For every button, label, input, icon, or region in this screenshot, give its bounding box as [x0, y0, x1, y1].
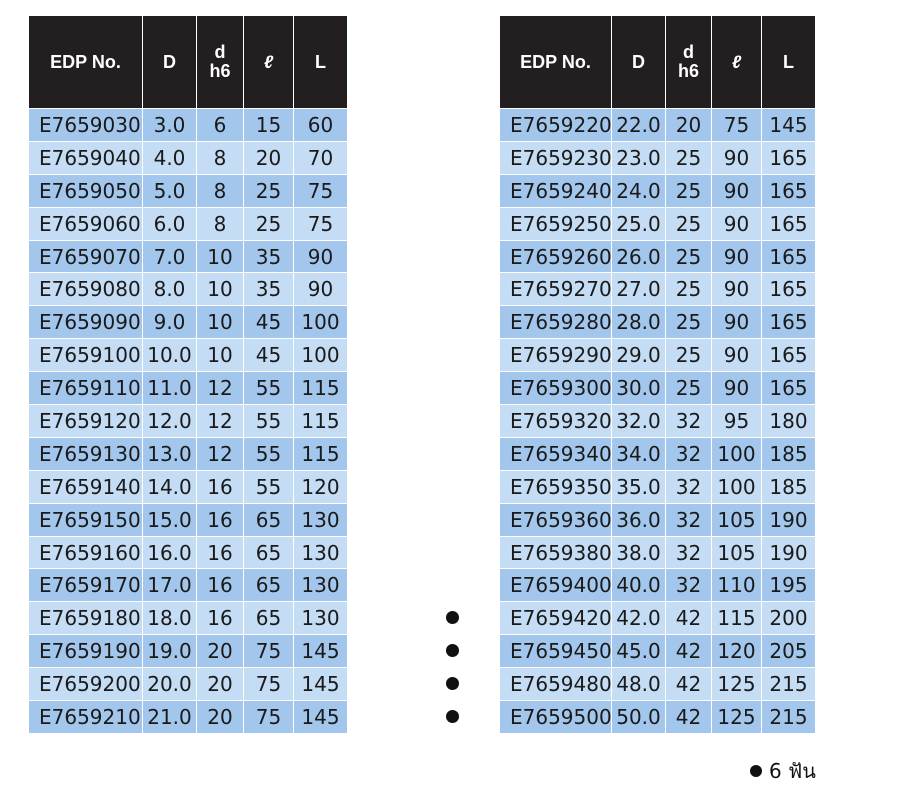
table-row [29, 536, 348, 569]
row-marker-dot-icon [446, 677, 459, 690]
flute-length-cell: 55 [244, 470, 294, 503]
overall-length-cell: 190 [762, 536, 816, 569]
diameter-cell: 11.0 [143, 372, 197, 405]
shank-cell: 42 [666, 668, 712, 701]
edp-cell: E7659230 [500, 141, 612, 174]
overall-length-cell: 130 [294, 602, 348, 635]
shank-cell: 32 [666, 536, 712, 569]
diameter-cell: 32.0 [612, 405, 666, 438]
overall-length-cell: 145 [762, 109, 816, 142]
shank-header-top: d [214, 42, 226, 63]
shank-cell: 12 [197, 437, 244, 470]
diameter-cell: 24.0 [612, 174, 666, 207]
edp-cell: E7659400 [500, 569, 612, 602]
overall-length-cell: 165 [762, 174, 816, 207]
diameter-cell: 50.0 [612, 701, 666, 734]
flute-length-cell: 55 [244, 405, 294, 438]
flute-length-cell: 90 [712, 306, 762, 339]
diameter-cell: 4.0 [143, 141, 197, 174]
flute-length-cell: 90 [712, 141, 762, 174]
table-row [500, 306, 816, 339]
table-row [500, 273, 816, 306]
table-row [29, 306, 348, 339]
edp-cell: E7659290 [500, 339, 612, 372]
flute-length-cell: 125 [712, 701, 762, 734]
overall-length-cell: 70 [294, 141, 348, 174]
diameter-cell: 10.0 [143, 339, 197, 372]
overall-length-cell: 215 [762, 668, 816, 701]
diameter-cell: 35.0 [612, 470, 666, 503]
overall-length-cell: 115 [294, 372, 348, 405]
shank-cell: 16 [197, 503, 244, 536]
edp-cell: E7659240 [500, 174, 612, 207]
overall-length-cell: 100 [294, 306, 348, 339]
overall-length-cell: 165 [762, 372, 816, 405]
edp-cell: E7659270 [500, 273, 612, 306]
flute-length-cell: 110 [712, 569, 762, 602]
flute-length-cell: 105 [712, 536, 762, 569]
edp-cell: E7659030 [29, 109, 143, 142]
overall-length-cell: 100 [294, 339, 348, 372]
header-row [29, 16, 348, 109]
table-row [500, 339, 816, 372]
flute-length-cell: 45 [244, 306, 294, 339]
flute-length-header: ℓ [712, 16, 762, 109]
overall-length-header: L [762, 16, 816, 109]
overall-length-cell: 165 [762, 306, 816, 339]
diameter-cell: 17.0 [143, 569, 197, 602]
row-marker-dot-icon [446, 644, 459, 657]
flute-length-cell: 105 [712, 503, 762, 536]
edp-cell: E7659170 [29, 569, 143, 602]
overall-length-cell: 185 [762, 437, 816, 470]
edp-cell: E7659300 [500, 372, 612, 405]
footnote-text: 6 ฟัน [769, 759, 816, 783]
flute-length-cell: 120 [712, 635, 762, 668]
overall-length-cell: 115 [294, 437, 348, 470]
table-row [500, 569, 816, 602]
overall-length-cell: 165 [762, 273, 816, 306]
shank-cell: 10 [197, 306, 244, 339]
overall-length-cell: 90 [294, 273, 348, 306]
flute-length-cell: 90 [712, 339, 762, 372]
diameter-header: D [612, 16, 666, 109]
diameter-cell: 13.0 [143, 437, 197, 470]
shank-header-bottom: h6 [209, 61, 231, 81]
shank-cell: 8 [197, 174, 244, 207]
edp-header: EDP No. [500, 16, 612, 109]
table-row [500, 701, 816, 734]
shank-cell: 20 [197, 635, 244, 668]
shank-cell: 25 [666, 273, 712, 306]
overall-length-cell: 205 [762, 635, 816, 668]
shank-cell: 10 [197, 339, 244, 372]
diameter-header: D [143, 16, 197, 109]
table-row [500, 503, 816, 536]
table-row [29, 668, 348, 701]
edp-cell: E7659340 [500, 437, 612, 470]
edp-cell: E7659090 [29, 306, 143, 339]
edp-cell: E7659050 [29, 174, 143, 207]
table-row [500, 536, 816, 569]
diameter-cell: 45.0 [612, 635, 666, 668]
shank-cell: 10 [197, 273, 244, 306]
table-row [29, 174, 348, 207]
shank-cell: 12 [197, 372, 244, 405]
flute-length-cell: 15 [244, 109, 294, 142]
table-row [29, 273, 348, 306]
edp-cell: E7659150 [29, 503, 143, 536]
overall-length-cell: 130 [294, 536, 348, 569]
shank-cell: 25 [666, 339, 712, 372]
table-row [500, 174, 816, 207]
row-marker-dot-icon [446, 710, 459, 723]
footnote [750, 755, 816, 787]
shank-cell: 32 [666, 503, 712, 536]
edp-cell: E7659070 [29, 240, 143, 273]
edp-cell: E7659360 [500, 503, 612, 536]
diameter-cell: 48.0 [612, 668, 666, 701]
overall-length-cell: 185 [762, 470, 816, 503]
table-row [500, 635, 816, 668]
overall-length-cell: 145 [294, 635, 348, 668]
overall-length-cell: 165 [762, 240, 816, 273]
overall-length-cell: 165 [762, 339, 816, 372]
table-row [500, 207, 816, 240]
edp-cell: E7659110 [29, 372, 143, 405]
overall-length-cell: 165 [762, 207, 816, 240]
table-row [500, 437, 816, 470]
edp-cell: E7659080 [29, 273, 143, 306]
shank-cell: 32 [666, 470, 712, 503]
diameter-cell: 21.0 [143, 701, 197, 734]
flute-length-cell: 75 [244, 701, 294, 734]
table-row [500, 405, 816, 438]
diameter-cell: 3.0 [143, 109, 197, 142]
diameter-cell: 19.0 [143, 635, 197, 668]
table-row [29, 109, 348, 142]
overall-length-cell: 200 [762, 602, 816, 635]
shank-cell: 25 [666, 141, 712, 174]
table-row [29, 602, 348, 635]
diameter-cell: 20.0 [143, 668, 197, 701]
diameter-cell: 29.0 [612, 339, 666, 372]
diameter-cell: 15.0 [143, 503, 197, 536]
table-row [500, 240, 816, 273]
diameter-cell: 38.0 [612, 536, 666, 569]
edp-cell: E7659420 [500, 602, 612, 635]
diameter-cell: 12.0 [143, 405, 197, 438]
overall-length-cell: 165 [762, 141, 816, 174]
edp-cell: E7659260 [500, 240, 612, 273]
edp-cell: E7659120 [29, 405, 143, 438]
diameter-cell: 25.0 [612, 207, 666, 240]
shank-cell: 16 [197, 536, 244, 569]
flute-length-cell: 65 [244, 536, 294, 569]
shank-cell: 32 [666, 437, 712, 470]
shank-cell: 8 [197, 207, 244, 240]
edp-cell: E7659210 [29, 701, 143, 734]
diameter-cell: 36.0 [612, 503, 666, 536]
shank-cell: 32 [666, 569, 712, 602]
shank-cell: 20 [197, 668, 244, 701]
right-spec-table [499, 15, 816, 734]
flute-length-cell: 75 [244, 635, 294, 668]
diameter-cell: 18.0 [143, 602, 197, 635]
edp-cell: E7659130 [29, 437, 143, 470]
diameter-cell: 9.0 [143, 306, 197, 339]
edp-cell: E7659350 [500, 470, 612, 503]
table-row [500, 602, 816, 635]
table-row [500, 668, 816, 701]
table-row [29, 207, 348, 240]
flute-length-cell: 90 [712, 273, 762, 306]
diameter-cell: 30.0 [612, 372, 666, 405]
shank-cell: 16 [197, 470, 244, 503]
flute-length-cell: 65 [244, 569, 294, 602]
shank-cell: 42 [666, 701, 712, 734]
table-row [29, 569, 348, 602]
flute-length-cell: 75 [244, 668, 294, 701]
flute-length-cell: 95 [712, 405, 762, 438]
shank-cell: 20 [666, 109, 712, 142]
row-marker-dot-icon [446, 611, 459, 624]
edp-header: EDP No. [29, 16, 143, 109]
edp-cell: E7659190 [29, 635, 143, 668]
bullet-dot-icon [750, 765, 762, 777]
overall-length-cell: 90 [294, 240, 348, 273]
edp-cell: E7659140 [29, 470, 143, 503]
shank-cell: 8 [197, 141, 244, 174]
flute-length-cell: 75 [712, 109, 762, 142]
diameter-cell: 40.0 [612, 569, 666, 602]
shank-cell: 20 [197, 701, 244, 734]
edp-cell: E7659480 [500, 668, 612, 701]
shank-cell: 6 [197, 109, 244, 142]
table-row [29, 141, 348, 174]
shank-header-top: d [683, 42, 694, 63]
flute-length-cell: 125 [712, 668, 762, 701]
diameter-cell: 26.0 [612, 240, 666, 273]
flute-length-cell: 100 [712, 470, 762, 503]
shank-cell: 25 [666, 306, 712, 339]
shank-cell: 16 [197, 602, 244, 635]
table-row [500, 470, 816, 503]
overall-length-cell: 145 [294, 668, 348, 701]
diameter-cell: 23.0 [612, 141, 666, 174]
overall-length-cell: 115 [294, 405, 348, 438]
flute-length-cell: 20 [244, 141, 294, 174]
overall-length-cell: 195 [762, 569, 816, 602]
flute-length-cell: 65 [244, 602, 294, 635]
overall-length-header: L [294, 16, 348, 109]
table-row [29, 701, 348, 734]
table-row [500, 372, 816, 405]
edp-cell: E7659500 [500, 701, 612, 734]
table-row [29, 470, 348, 503]
diameter-cell: 16.0 [143, 536, 197, 569]
flute-length-cell: 65 [244, 503, 294, 536]
table-row [500, 141, 816, 174]
flute-length-header: ℓ [244, 16, 294, 109]
shank-cell: 25 [666, 207, 712, 240]
table-row [29, 240, 348, 273]
edp-cell: E7659160 [29, 536, 143, 569]
diameter-cell: 5.0 [143, 174, 197, 207]
left-spec-table [28, 15, 348, 734]
shank-cell: 42 [666, 635, 712, 668]
flute-length-cell: 90 [712, 372, 762, 405]
shank-cell: 25 [666, 372, 712, 405]
flute-length-cell: 90 [712, 174, 762, 207]
edp-cell: E7659060 [29, 207, 143, 240]
overall-length-cell: 60 [294, 109, 348, 142]
flute-length-cell: 90 [712, 240, 762, 273]
flute-length-cell: 35 [244, 240, 294, 273]
flute-length-cell: 35 [244, 273, 294, 306]
diameter-cell: 8.0 [143, 273, 197, 306]
diameter-cell: 14.0 [143, 470, 197, 503]
flute-length-cell: 25 [244, 207, 294, 240]
shank-cell: 10 [197, 240, 244, 273]
shank-cell: 12 [197, 405, 244, 438]
diameter-cell: 42.0 [612, 602, 666, 635]
shank-cell: 42 [666, 602, 712, 635]
diameter-cell: 7.0 [143, 240, 197, 273]
overall-length-cell: 75 [294, 174, 348, 207]
edp-cell: E7659200 [29, 668, 143, 701]
edp-cell: E7659180 [29, 602, 143, 635]
table-row [29, 503, 348, 536]
flute-length-cell: 55 [244, 372, 294, 405]
shank-cell: 25 [666, 240, 712, 273]
edp-cell: E7659250 [500, 207, 612, 240]
overall-length-cell: 180 [762, 405, 816, 438]
flute-length-cell: 115 [712, 602, 762, 635]
flute-length-cell: 25 [244, 174, 294, 207]
header-row [500, 16, 816, 109]
edp-cell: E7659450 [500, 635, 612, 668]
edp-cell: E7659280 [500, 306, 612, 339]
shank-cell: 16 [197, 569, 244, 602]
shank-header [197, 16, 244, 109]
overall-length-cell: 130 [294, 569, 348, 602]
table-row [29, 437, 348, 470]
shank-header [666, 16, 712, 109]
edp-cell: E7659040 [29, 141, 143, 174]
table-row [29, 405, 348, 438]
overall-length-cell: 130 [294, 503, 348, 536]
diameter-cell: 27.0 [612, 273, 666, 306]
overall-length-cell: 145 [294, 701, 348, 734]
diameter-cell: 6.0 [143, 207, 197, 240]
overall-length-cell: 120 [294, 470, 348, 503]
diameter-cell: 28.0 [612, 306, 666, 339]
shank-cell: 25 [666, 174, 712, 207]
flute-length-cell: 55 [244, 437, 294, 470]
edp-cell: E7659320 [500, 405, 612, 438]
overall-length-cell: 190 [762, 503, 816, 536]
edp-cell: E7659100 [29, 339, 143, 372]
edp-cell: E7659220 [500, 109, 612, 142]
flute-length-cell: 100 [712, 437, 762, 470]
shank-header-bottom: h6 [677, 61, 699, 81]
overall-length-cell: 75 [294, 207, 348, 240]
flute-length-cell: 90 [712, 207, 762, 240]
table-row [500, 109, 816, 142]
table-row [29, 339, 348, 372]
diameter-cell: 34.0 [612, 437, 666, 470]
table-row [29, 635, 348, 668]
shank-cell: 32 [666, 405, 712, 438]
diameter-cell: 22.0 [612, 109, 666, 142]
overall-length-cell: 215 [762, 701, 816, 734]
table-row [29, 372, 348, 405]
edp-cell: E7659380 [500, 536, 612, 569]
flute-length-cell: 45 [244, 339, 294, 372]
